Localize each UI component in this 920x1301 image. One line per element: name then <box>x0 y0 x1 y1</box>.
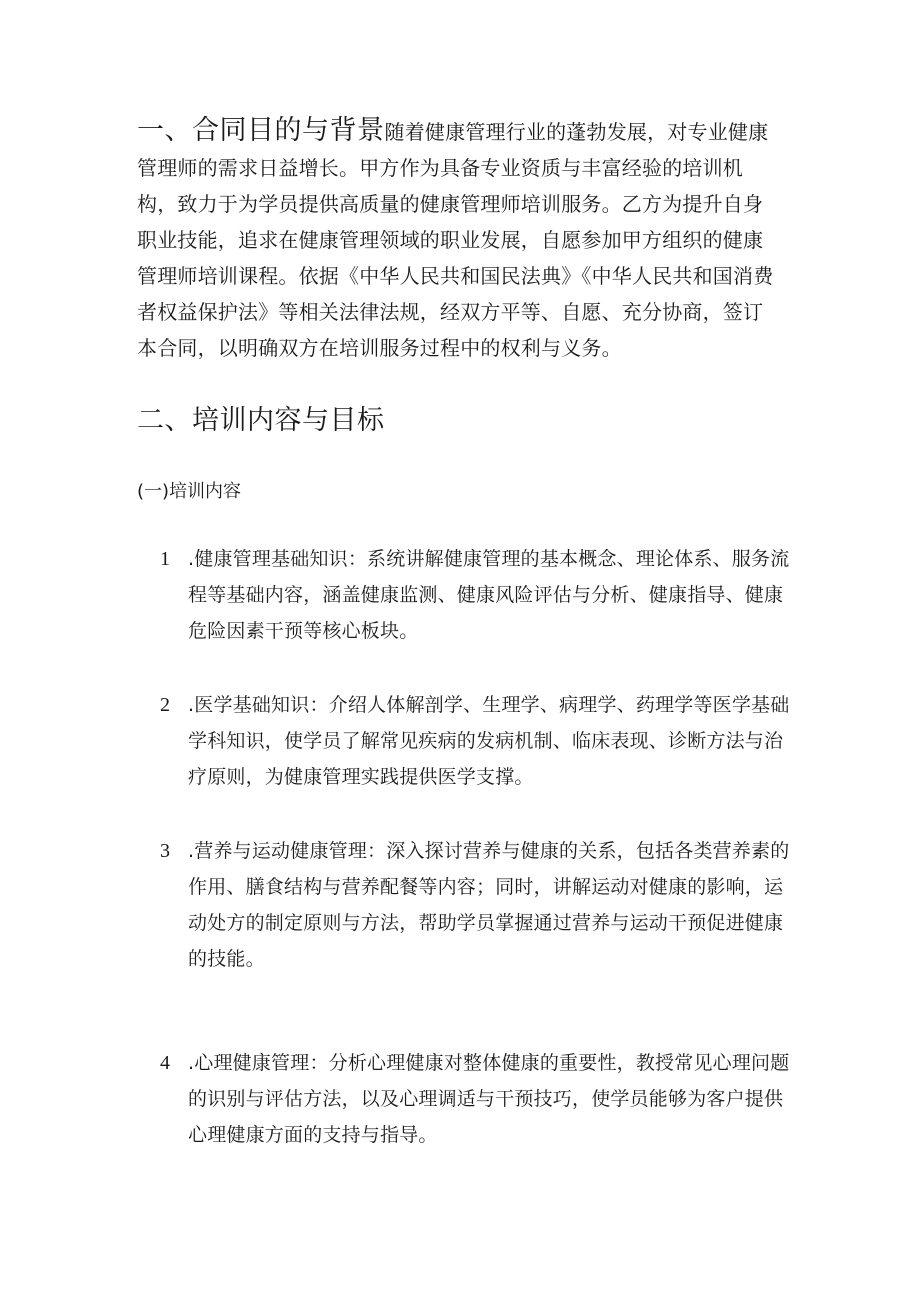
list-item-text: .健康管理基础知识：系统讲解健康管理的基本概念、理论体系、服务流程等基础内容，涵盖健康监测、健康风险评估与分析、健康指导、健康危险因素干预等核心板块。 <box>188 548 790 642</box>
subsection-heading-training-content: (一)培训内容 <box>137 481 242 502</box>
section-heading-training: 二、培训内容与目标 <box>137 405 385 436</box>
list-item-text: .医学基础知识：介绍人体解剖学、生理学、病理学、药理学等医学基础学科知识，使学员了解常见疾病的发病机制、临床表现、诊断方法与治疗原则，为健康管理实践提供医学支撑。 <box>188 694 790 788</box>
list-item-number: 2 <box>160 694 171 716</box>
list-item-number: 3 <box>160 840 171 862</box>
list-item-text: .心理健康管理：分析心理健康对整体健康的重要性，教授常见心理问题的识别与评估方法，以及心理调适与干预技巧，使学员能够为客户提供心理健康方面的支持与指导。 <box>188 1052 790 1146</box>
section-paragraph: 随着健康管理行业的蓬勃发展，对专业健康管理师的需求日益增长。甲方作为具备专业资质与丰富经验的培训机构，致力于为学员提供高质量的健康管理师培训服务。乙方为提升自身职业技能，追求在健康管理领域的职业发展，自愿参加甲方组织的健康管理师培训课程。依据《中华人民共和国民法典》《中华人民共和国消费者权益保护法》等相关法律法规，经双方平等、自愿、充分协商，签订本合同，以明确双方在培训服务过程中的权利与义务。 <box>137 120 774 360</box>
list-item <box>160 1045 790 1153</box>
list-item-number: 1 <box>160 548 171 570</box>
list-item <box>160 833 790 977</box>
section-heading: 一、合同目的与背景 <box>137 115 385 146</box>
section-contract-purpose <box>137 113 777 366</box>
list-item-text: .营养与运动健康管理：深入探讨营养与健康的关系，包括各类营养素的作用、膳食结构与营养配餐等内容；同时，讲解运动对健康的影响，运动处方的制定原则与方法，帮助学员掌握通过营养与运动干预促进健康的技能。 <box>188 840 790 970</box>
list-item <box>160 541 790 649</box>
list-item-number: 4 <box>160 1052 171 1074</box>
list-item <box>160 687 790 795</box>
